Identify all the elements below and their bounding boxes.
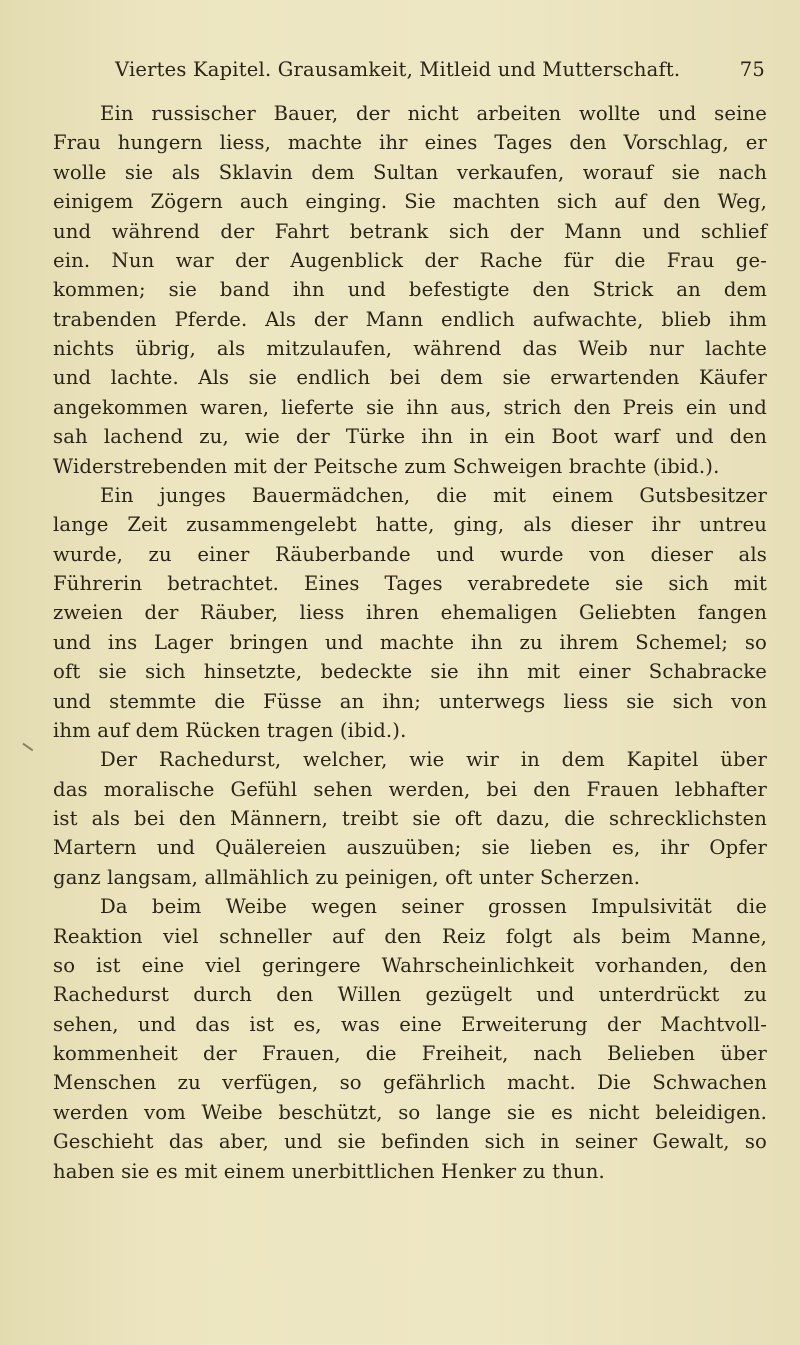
text-line: Da beim Weibe wegen seiner grossen Impulsivität die <box>100 895 767 919</box>
text-line: oft sie sich hinsetzte, bedeckte sie ihn mit einer Schabracke <box>53 660 767 684</box>
text-line: ist als bei den Männern, treibt sie oft dazu, die schrecklichsten <box>53 807 767 830</box>
text-line: und stemmte die Füsse an ihn; unterwegs liess sie sich von <box>53 689 767 713</box>
text-line: ein. Nun war der Augenblick der Rache für die Frau ge- <box>53 248 767 272</box>
text-line: Frau hungern liess, machte ihr eines Tages den Vorschlag, er <box>53 131 767 155</box>
text-line: einigem Zögern auch einging. Sie machten sich auf den Weg, <box>53 190 767 214</box>
text-line: angekommen waren, lieferte sie ihn aus, strich den Preis ein und <box>53 395 767 419</box>
text-line: Ein russischer Bauer, der nicht arbeiten wollte und seine <box>100 102 767 125</box>
text-line: Menschen zu verfügen, so gefährlich macht. Die Schwachen <box>53 1071 767 1095</box>
text-line: Widerstrebenden mit der Peitsche zum Schweigen brachte (ibid.). <box>53 454 720 478</box>
text-line: trabenden Pferde. Als der Mann endlich aufwachte, blieb ihm <box>53 307 767 331</box>
text-line: und während der Fahrt betrank sich der Mann und schlief <box>53 219 767 243</box>
text-line: kommenheit der Frauen, die Freiheit, nach Belieben über <box>53 1042 767 1065</box>
text-line: kommen; sie band ihn und befestigte den Strick an dem <box>53 278 767 302</box>
text-line: zweien der Räuber, liess ihren ehemaligen Geliebten fangen <box>53 601 767 625</box>
text-line: Ein junges Bauermädchen, die mit einem Gutsbesitzer <box>100 483 767 507</box>
text-line: ganz langsam, allmählich zu peinigen, oft unter Scherzen. <box>53 865 641 889</box>
text-line: und lachte. Als sie endlich bei dem sie erwartenden Käufer <box>53 366 767 390</box>
chapter-title: Viertes Kapitel. Grausamkeit, Mitleid und Mutterschaft. <box>115 58 681 81</box>
text-line: Rachedurst durch den Willen gezügelt und unterdrückt zu <box>53 983 767 1007</box>
text-line: lange Zeit zusammengelebt hatte, ging, als dieser ihr untreu <box>53 513 767 537</box>
text-line: Geschieht das aber, und sie befinden sich in seiner Gewalt, so <box>53 1130 767 1154</box>
running-head <box>115 58 765 88</box>
text-line: sah lachend zu, wie der Türke ihn in ein Boot warf und den <box>53 425 767 449</box>
text-line: haben sie es mit einem unerbittlichen Henker zu thun. <box>53 1159 605 1183</box>
text-line: wolle sie als Sklavin dem Sultan verkaufen, worauf sie nach <box>53 160 767 184</box>
text-line: ihm auf dem Rücken tragen (ibid.). <box>53 718 407 742</box>
text-line: sehen, und das ist es, was eine Erweiterung der Machtvoll- <box>53 1012 767 1036</box>
text-line: und ins Lager bringen und machte ihn zu ihrem Schemel; so <box>53 630 767 654</box>
page-number: 75 <box>739 58 765 81</box>
margin-pencil-mark <box>23 743 34 751</box>
body-text <box>53 99 767 1186</box>
text-line: Führerin betrachtet. Eines Tages verabredete sie sich mit <box>53 572 767 595</box>
text-line: werden vom Weibe beschützt, so lange sie es nicht beleidigen. <box>53 1100 767 1124</box>
text-line: wurde, zu einer Räuberbande und wurde von dieser als <box>53 542 767 566</box>
text-line: Der Rachedurst, welcher, wie wir in dem Kapitel über <box>100 748 767 772</box>
text-line: so ist eine viel geringere Wahrscheinlichkeit vorhanden, den <box>53 953 767 977</box>
text-line: nichts übrig, als mitzulaufen, während das Weib nur lachte <box>53 337 767 360</box>
text-line: das moralische Gefühl sehen werden, bei den Frauen lebhafter <box>53 777 767 801</box>
text-line: Martern und Quälereien auszuüben; sie lieben es, ihr Opfer <box>53 836 767 860</box>
text-line: Reaktion viel schneller auf den Reiz folgt als beim Manne, <box>53 924 767 948</box>
